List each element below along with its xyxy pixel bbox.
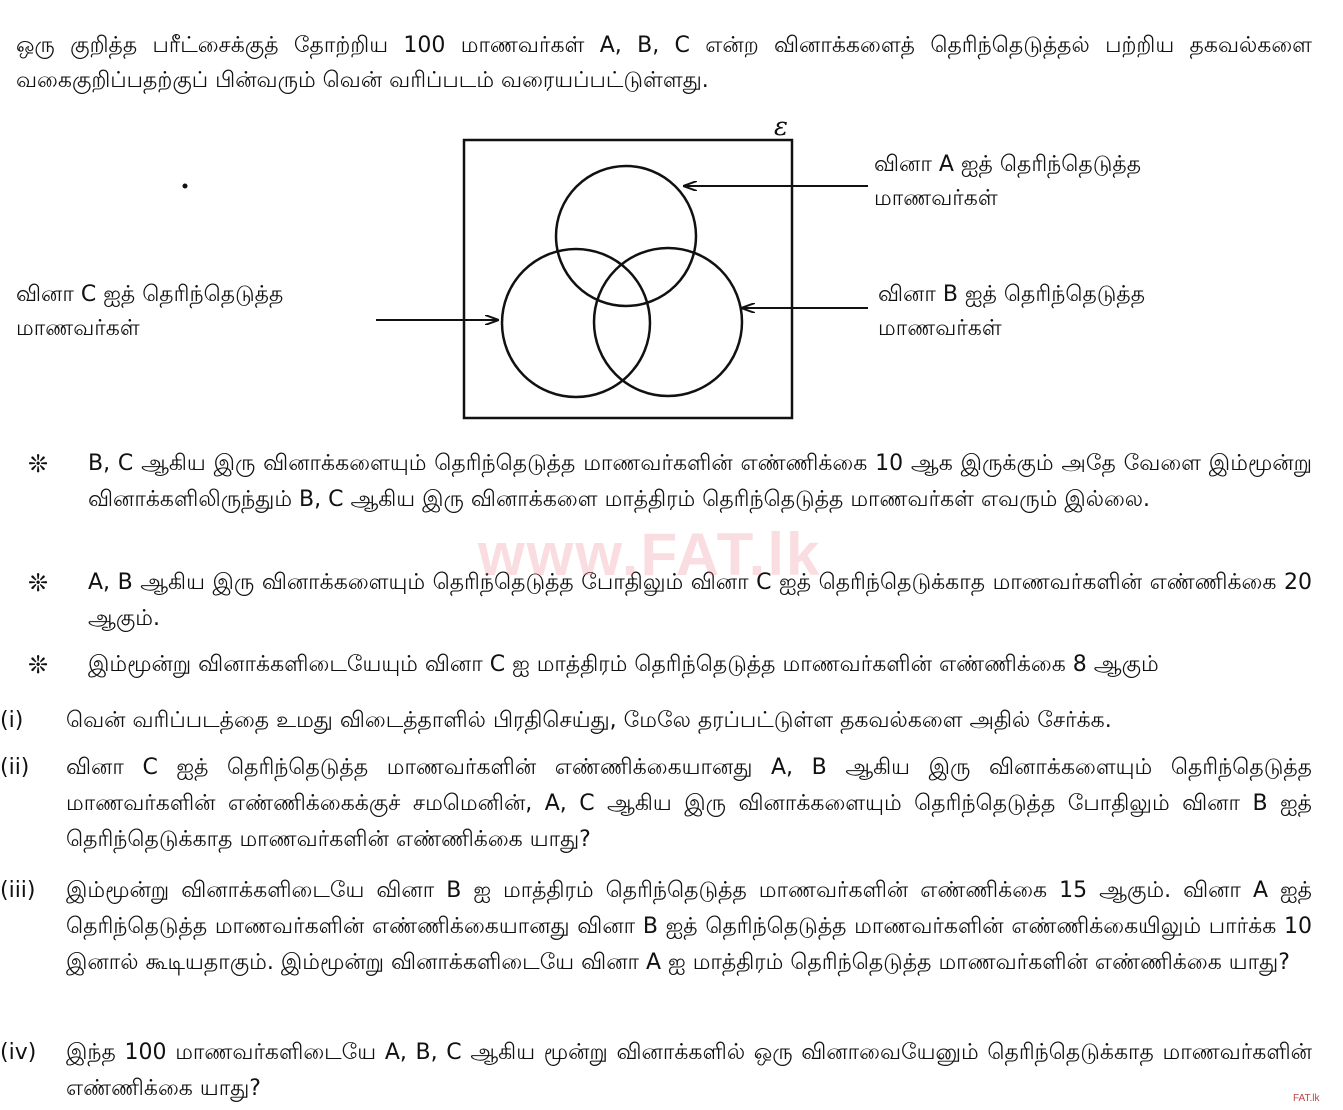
label-a-line2: மாணவர்கள் [874,186,998,211]
question-item [0,703,1312,739]
circle-b [594,248,742,396]
watermark: www.FAT.lk [478,521,822,588]
question-item [0,1035,1312,1107]
label-question-b [878,278,1238,346]
question-text: இம்மூன்று வினாக்களிடையே வினா B ஐ மாத்திரம் தெரிந்தெடுத்த மாணவர்களின் எண்ணிக்கை 15 ஆகும். வினா A ஐத் தெரிந்தெடுத்த மாணவர்களின் எண்ணிக்கையானது வினா B ஐத் தெரிந்தெடுத்த மாணவர்களின் எண்ணிக்கையிலும் பார்க்க 10 இனால் கூடியதாகும். இம்மூன்று வினாக்களிடையே வினா A ஐ மாத்திரம் தெரிந்தெடுத்த மாணவர்களின் எண்ணிக்கை யாது? [66,878,1312,975]
question-text: இந்த 100 மாணவர்களிடையே A, B, C ஆகிய மூன்று வினாக்களில் ஒரு வினாவையேனும் தெரிந்தெடுக்காத மாணவர்களின் எண்ணிக்கை யாது? [66,1040,1312,1101]
question-item [0,873,1312,981]
label-c-line1: வினா C ஐத் தெரிந்தெடுத்த [16,282,284,307]
bullet-text: A, B ஆகிய இரு வினாக்களையும் தெரிந்தெடுத்த போதிலும் வினா C ஐத் தெரிந்தெடுக்காத மாணவர்களின் எண்ணிக்கை 20 ஆகும். [88,570,1312,631]
bullet-text: B, C ஆகிய இரு வினாக்களையும் தெரிந்தெடுத்த மாணவர்களின் எண்ணிக்கை 10 ஆக இருக்கும் அதே வேளை இம்மூன்று வினாக்களிலிருந்தும் B, C ஆகிய இரு வினாக்களை மாத்திரம் தெரிந்தெடுத்த மாணவர்கள் எவரும் இல்லை. [88,451,1312,512]
circle-a [556,166,696,306]
label-c-line2: மாணவர்கள் [16,316,140,341]
intro-paragraph: ஒரு குறித்த பரீட்சைக்குத் தோற்றிய 100 மாணவர்கள் A, B, C என்ற வினாக்களைத் தெரிந்தெடுத்தல் பற்றிய தகவல்களை வகைகுறிப்பதற்குப் பின்வரும் வென் வரிப்படம் வரையப்பட்டுள்ளது. [16,33,1312,93]
bullet-asterisk-icon: ❊ [28,450,49,478]
bullet-text: இம்மூன்று வினாக்களிடையேயும் வினா C ஐ மாத்திரம் தெரிந்தெடுத்த மாணவர்களின் எண்ணிக்கை 8 ஆகும் [88,652,1159,677]
universal-set-symbol: ε [774,112,788,142]
bullet-item [28,647,1312,683]
label-question-a [874,148,1234,216]
bullet-asterisk-icon: ❊ [28,569,49,597]
question-text: வினா C ஐத் தெரிந்தெடுத்த மாணவர்களின் எண்ணிக்கையானது A, B ஆகிய இரு வினாக்களையும் தெரிந்தெடுத்த மாணவர்களின் எண்ணிக்கைக்குச் சமமெனின், A, C ஆகிய இரு வினாக்களையும் தெரிந்தெடுத்த போதிலும் வினா B ஐத் தெரிந்தெடுக்காத மாணவர்களின் எண்ணிக்கை யாது? [66,755,1312,852]
question-number: (ii) [0,755,30,780]
question-number: (iv) [0,1040,37,1065]
label-question-c [16,278,376,346]
bullet-asterisk-icon: ❊ [28,651,49,679]
stray-dot [183,184,188,189]
label-b-line1: வினா B ஐத் தெரிந்தெடுத்த [878,282,1146,307]
footer-watermark: FAT.lk [1293,1093,1320,1104]
bullet-item [28,446,1312,518]
question-text: வென் வரிப்படத்தை உமது விடைத்தாளில் பிரதிசெய்து, மேலே தரப்பட்டுள்ள தகவல்களை அதில் சேர்க்க. [66,708,1112,733]
question-item [0,750,1312,858]
label-b-line2: மாணவர்கள் [878,316,1002,341]
circle-c [502,249,650,397]
question-number: (iii) [0,878,36,903]
question-number: (i) [0,708,24,733]
label-a-line1: வினா A ஐத் தெரிந்தெடுத்த [874,152,1142,177]
